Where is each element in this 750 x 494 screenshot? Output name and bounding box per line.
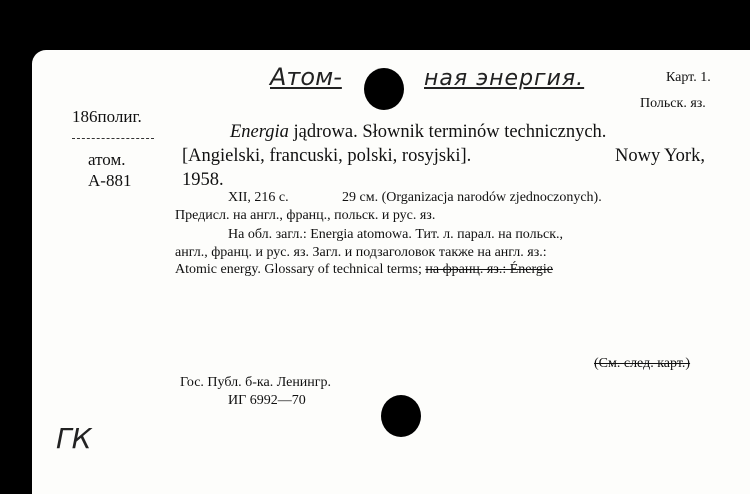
title-line1-rest: jądrowa. Słownik terminów technicznych. xyxy=(288,122,607,142)
language-note: Польск. яз. xyxy=(640,96,706,111)
note-line5-struck: на франц. яз.: Énergie xyxy=(425,262,553,277)
title-italic: Energia xyxy=(230,122,289,142)
card-number: ИГ 6992—70 xyxy=(228,393,306,408)
note-line3: На обл. загл.: Energia atomowa. Тит. л. парал. на польск., xyxy=(228,227,564,242)
handwritten-mark: ГК xyxy=(56,422,92,455)
shelf-mark: А-881 xyxy=(88,171,132,190)
publication-year: 1958. xyxy=(182,170,224,190)
note-line5 xyxy=(175,262,553,278)
card-label: Карт. 1. xyxy=(666,70,711,85)
series-note: 29 см. (Organizacja narodów zjednoczonych). xyxy=(342,190,602,205)
subject-label: атом. xyxy=(88,150,126,169)
divider-rule xyxy=(72,138,154,139)
continuation-note: (См. след. карт.) xyxy=(594,356,691,371)
catalog-card xyxy=(32,50,750,494)
heading-part2: ная энергия. xyxy=(424,66,585,91)
publication-place: Nowy York, xyxy=(615,146,705,166)
punch-hole-top xyxy=(364,68,404,110)
note-line4: англ., франц. и рус. яз. Загл. и подзаголовок также на англ. яз.: xyxy=(175,245,547,260)
title-line1 xyxy=(230,122,606,143)
library-name: Гос. Публ. б-ка. Ленингр. xyxy=(180,375,332,390)
pages-size: XII, 216 с. xyxy=(228,190,289,205)
call-number: 186полиг. xyxy=(72,107,142,126)
note-line5-text: Atomic energy. Glossary of technical terms; xyxy=(175,262,422,277)
punch-hole-bottom xyxy=(381,395,421,437)
title-line2: [Angielski, francuski, polski, rosyjski]. xyxy=(182,146,472,166)
note-line2: Предисл. на англ., франц., польск. и рус. яз. xyxy=(175,208,436,223)
heading-part1: Атом- xyxy=(270,63,342,91)
